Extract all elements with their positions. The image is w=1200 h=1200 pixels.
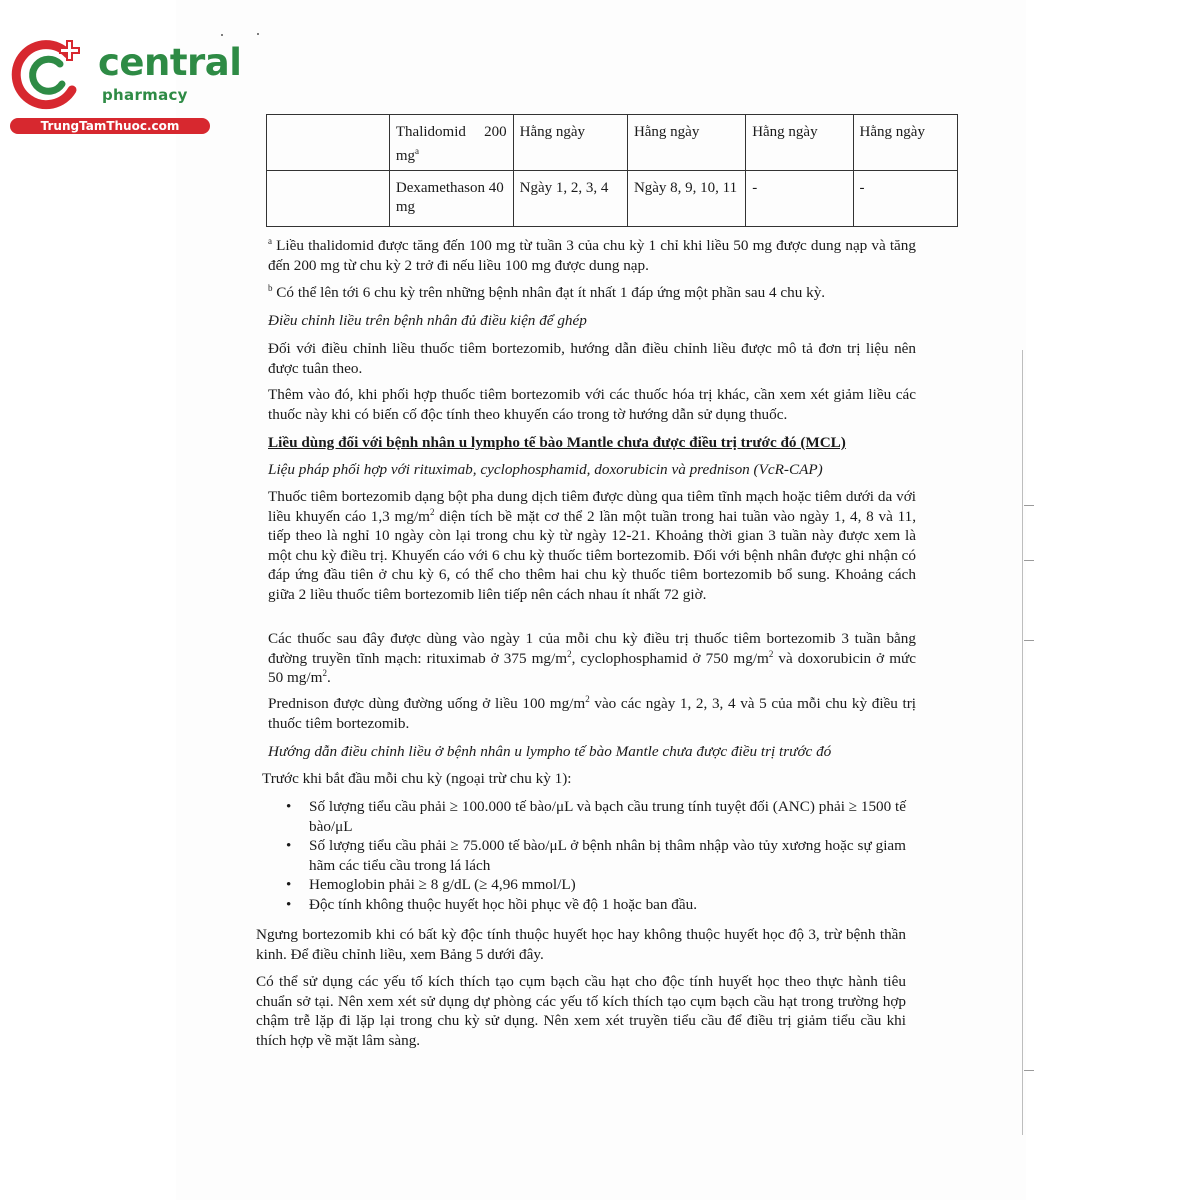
text-run: diện tích bề mặt cơ thể 2 lần một tuần trong hai tuần vào ngày 1, 4, 8 và 11, tiếp theo là nghỉ 10 ngày còn lại trong chu kỳ từ ngày 12-21. Khoảng thời gian 3 tuần này được xem là một chu kỳ điều trị. Khuyến cáo với 6 chu kỳ thuốc tiêm bortezomib. Đối với bệnh nhân được ghi nhận có đáp ứng đầu tiên ở chu kỳ 6, có thể cho thêm hai chu kỳ thuốc tiêm bortezomib bổ sung. Khoảng cách giữa 2 liều thuốc tiêm bortezomib liên tiếp nên cách nhau ít nhất 72 giờ. [268,507,916,603]
central-pharmacy-logo[interactable] [10,38,242,138]
table-cell: - [853,171,957,227]
list-item-text: Số lượng tiểu cầu phải ≥ 75.000 tế bào/μL ở bệnh nhân bị thâm nhập vào tủy xương hoặc sự giam hãm các tiểu cầu trong lá lách [309,837,906,874]
superscript: 2 [768,648,774,659]
text-run: và doxorubicin ở mức 50 mg/m [268,649,917,686]
edge-tick [1024,1070,1034,1071]
superscript: 2 [585,693,590,704]
table-cell: Ngày 8, 9, 10, 11 [627,171,745,227]
brand-subtitle: pharmacy [102,86,188,104]
footnote-text: Có thể lên tới 6 chu kỳ trên những bệnh nhân đạt ít nhất 1 đáp ứng một phần sau 4 chu kỳ. [272,284,826,301]
drug-unit: mg [395,148,416,164]
scan-speck [221,34,223,36]
drug-name: Thalidomid 200 [395,124,507,140]
subheading: Liệu pháp phối hợp với rituximab, cyclophosphamid, doxorubicin và prednison (VcR-CAP) [268,461,823,478]
pharmacy-cross-icon [10,38,90,110]
superscript: 2 [567,648,572,659]
table-cell [267,115,390,171]
list-item [286,875,906,895]
paragraph [268,629,916,688]
section-heading: Liều dùng đối với bệnh nhân u lympho tế bào Mantle chưa được điều trị trước đó (MCL) [268,434,846,451]
paragraph [268,694,916,733]
table-row [267,171,958,227]
paragraph: Thêm vào đó, khi phối hợp thuốc tiêm bortezomib với các thuốc hóa trị khác, cần xem xét giảm liều các thuốc này khi có biến cố độc tính theo khuyến cáo trong tờ hướng dẫn sử dụng thuốc. [268,386,916,423]
table-cell: - [746,171,853,227]
criteria-list [286,797,906,914]
subheading: Hướng dẫn điều chỉnh liều ở bệnh nhân u lympho tế bào Mantle chưa được điều trị trước đó [268,743,832,760]
footnote-mark: a [268,235,272,246]
list-item [286,797,906,836]
edge-tick [1024,560,1034,561]
list-item-text: Hemoglobin phải ≥ 8 g/dL (≥ 4,96 mmol/L) [309,876,576,893]
text-run: Các thuốc sau đây được dùng vào ngày 1 của mỗi chu kỳ điều trị thuốc tiêm bortezomib 3 tuần bằng đường truyền tĩnh mạch: rituximab ở 375 mg/m [268,630,916,667]
section-title: Điều chỉnh liều trên bệnh nhân đủ điều kiện để ghép [268,312,587,329]
superscript: 2 [429,506,435,517]
table-cell-drug: Dexamethason 40 mg [389,171,513,227]
bullet-mark: • [286,798,292,815]
table-cell: Hằng ngày [746,115,853,171]
table-cell: Hằng ngày [627,115,745,171]
dose-schedule-table [266,114,958,227]
list-item [286,836,906,875]
bullet-mark: • [286,895,292,913]
edge-tick [1024,640,1034,641]
list-item-text: Độc tính không thuộc huyết học hồi phục về độ 1 hoặc ban đầu. [309,895,698,913]
page-edge-line [1022,350,1023,1135]
brand-name: central [98,41,242,84]
paragraph: Có thể sử dụng các yếu tố kích thích tạo cụm bạch cầu hạt cho độc tính huyết học theo thực hành tiêu chuẩn sở tại. Nên xem xét sử dụng dự phòng các yếu tố kích thích tạo cụm bạch cầu hạt trong trường hợp chậm trễ lặp đi lặp lại trong chu kỳ sử dụng. Nên xem xét truyền tiểu cầu để điều trị giảm tiểu cầu khi thích hợp về mặt lâm sàng. [256,973,906,1049]
paragraph [268,487,916,604]
list-item [286,895,906,915]
paragraph: Ngưng bortezomib khi có bất kỳ độc tính thuộc huyết học hay không thuộc huyết học độ 3, trừ bệnh thần kinh. Để điều chỉnh liều, xem Bảng 5 dưới đây. [256,926,906,963]
list-item-text: Số lượng tiểu cầu phải ≥ 100.000 tế bào/μL và bạch cầu trung tính tuyệt đối (ANC) phải ≥ 1500 tế bào/μL [309,798,906,835]
text-run: Prednison được dùng đường uống ở liều 100 mg/m [268,695,586,712]
table-cell [267,171,390,227]
table-cell: Hằng ngày [853,115,957,171]
scan-speck [257,33,259,35]
drug-footnote-mark: a [415,146,420,156]
text-run: , cyclophosphamid ở 750 mg/m [571,649,769,667]
bullet-mark: • [286,837,292,854]
table-cell: Ngày 1, 2, 3, 4 [513,171,627,227]
footnote-text: Liều thalidomid được tăng đến 100 mg từ tuần 3 của chu kỳ 1 chỉ khi liều 50 mg được dung nạp và tăng đến 200 mg từ chu kỳ 2 trở đi nếu liều 100 mg được dung nạp. [268,237,916,274]
edge-tick [1024,505,1034,506]
paragraph: Đối với điều chỉnh liều thuốc tiêm bortezomib, hướng dẫn điều chỉnh liều được mô tả đơn trị liệu nên được tuân theo. [268,340,916,377]
footnote-b [268,283,916,303]
brand-site-url[interactable]: TrungTamThuoc.com [10,118,210,134]
footnote-a [268,236,916,275]
footnote-mark: b [268,282,273,293]
table-cell: Hằng ngày [513,115,627,171]
paragraph: Trước khi bắt đầu mỗi chu kỳ (ngoại trừ chu kỳ 1): [262,770,572,787]
bullet-mark: • [286,876,292,893]
superscript: 2 [322,667,327,678]
table-row [267,115,958,171]
text-run: vào các ngày 1, 2, 3, 4 và 5 của mỗi chu kỳ điều trị thuốc tiêm bortezomib. [268,695,916,732]
text-run: . [326,669,331,686]
text-run: Thuốc tiêm bortezomib dạng bột pha dung dịch tiêm được dùng qua tiêm tĩnh mạch hoặc tiêm dưới da với liều khuyến cáo 1,3 mg/m [268,488,916,525]
table-cell-drug [389,115,513,171]
